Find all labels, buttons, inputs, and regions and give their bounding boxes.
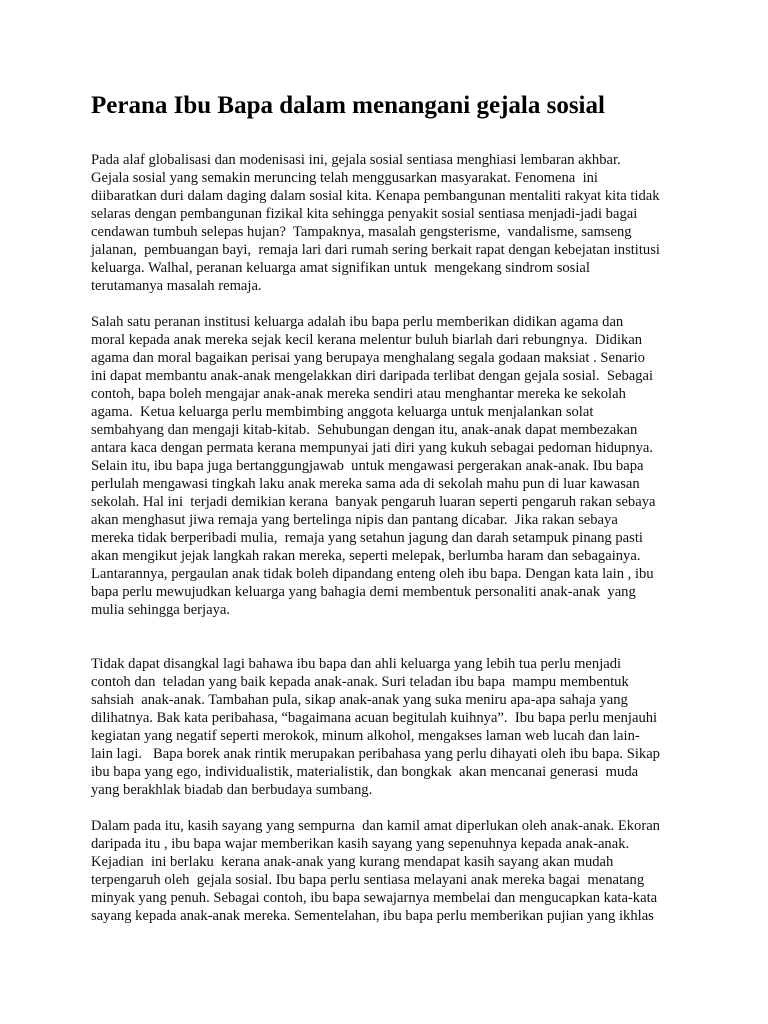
paragraph-line: diibaratkan duri dalam daging dalam sosial kita. Kenapa pembangunan mentaliti rakyat kita tidak (91, 188, 660, 204)
paragraph-line: akan mengikut jejak langkah rakan mereka, seperti melepak, berlumba haram dan sebagainya. (91, 548, 641, 564)
paragraph-line: antara kaca dengan permata kerana mempunyai jati diri yang kukuh sebagai pedoman hidupnya. (91, 440, 654, 456)
paragraph-line: dilihatnya. Bak kata peribahasa, “bagaimana acuan begitulah kuihnya”. Ibu bapa perlu menjauhi (91, 710, 658, 726)
paragraph-line: Pada alaf globalisasi dan modenisasi ini, gejala sosial sentiasa menghiasi lembaran akhbar. (91, 152, 621, 168)
document-title: Perana Ibu Bapa dalam menangani gejala sosial (91, 92, 605, 119)
paragraph-line: keluarga. Walhal, peranan keluarga amat signifikan untuk mengekang sindrom sosial (91, 260, 590, 276)
paragraph-line: sahsiah anak-anak. Tambahan pula, sikap anak-anak yang suka meniru apa-apa sahaja yang (91, 692, 628, 708)
paragraph-line: terpengaruh oleh gejala sosial. Ibu bapa perlu sentiasa melayani anak mereka bagai menatang (91, 872, 645, 888)
paragraph-line: terutamanya masalah remaja. (91, 278, 262, 294)
paragraph-line: contoh dan teladan yang baik kepada anak-anak. Suri teladan ibu bapa mampu membentuk (91, 674, 629, 690)
paragraph-line: Kejadian ini berlaku kerana anak-anak yang kurang mendapat kasih sayang akan mudah (91, 854, 614, 870)
paragraph-line: Selain itu, ibu bapa juga bertanggungjawab untuk mengawasi pergerakan anak-anak. Ibu bapa (91, 458, 644, 474)
paragraph-line: ini dapat membantu anak-anak mengelakkan diri daripada terlibat dengan gejala sosial. Sebagai (91, 368, 654, 384)
paragraph-line: Gejala sosial yang semakin meruncing telah menggusarkan masyarakat. Fenomena ini (91, 170, 598, 186)
paragraph-line: selaras dengan pembangunan fizikal kita sehingga penyakit sosial sentiasa menjadi-jadi bagai (91, 206, 638, 222)
paragraph-line: Lantarannya, pergaulan anak tidak boleh dipandang enteng oleh ibu bapa. Dengan kata lain , ibu (91, 566, 654, 582)
paragraph-line: contoh, bapa boleh mengajar anak-anak mereka sendiri atau menghantar mereka ke sekolah (91, 386, 626, 402)
paragraph-line: agama. Ketua keluarga perlu membimbing anggota keluarga untuk menjalankan solat (91, 404, 594, 420)
paragraph-globalisasi (91, 151, 691, 295)
paragraph-line: perlulah mengawasi tingkah laku anak mereka sama ada di sekolah mahu pun di luar kawasan (91, 476, 640, 492)
paragraph-teladan (91, 655, 691, 799)
paragraph-line: yang berakhlak biadab dan berbudaya sumbang. (91, 782, 373, 798)
paragraph-line: akan menghasut jiwa remaja yang bertelinga nipis dan pantang dicabar. Jika rakan sebaya (91, 512, 618, 528)
paragraph-line: jalanan, pembuangan bayi, remaja lari dari rumah sering berkait rapat dengan kebejatan institusi (91, 242, 660, 258)
paragraph-line: Tidak dapat disangkal lagi bahawa ibu bapa dan ahli keluarga yang lebih tua perlu menjadi (91, 656, 622, 672)
paragraph-line: lain lagi. Bapa borek anak rintik merupakan peribahasa yang perlu dihayati oleh ibu bapa. Sikap (91, 746, 660, 762)
paragraph-line: mulia sehingga berjaya. (91, 602, 230, 618)
paragraph-line: agama dan moral bagaikan perisai yang berupaya menghalang segala godaan maksiat . Senario (91, 350, 645, 366)
paragraph-kasih-sayang (91, 817, 691, 925)
paragraph-line: Salah satu peranan institusi keluarga adalah ibu bapa perlu memberikan didikan agama dan (91, 314, 624, 330)
paragraph-pengawasan (91, 457, 691, 619)
paragraph-line: bapa perlu mewujudkan keluarga yang bahagia demi membentuk personaliti anak-anak yang (91, 584, 636, 600)
paragraph-line: sekolah. Hal ini terjadi demikian kerana banyak pengaruh luaran seperti pengaruh rakan sebaya (91, 494, 656, 510)
paragraph-line: Dalam pada itu, kasih sayang yang sempurna dan kamil amat diperlukan oleh anak-anak. Ekoran (91, 818, 660, 834)
paragraph-line: sembahyang dan mengaji kitab-kitab. Sehubungan dengan itu, anak-anak dapat membezakan (91, 422, 638, 438)
paragraph-line: cendawan tumbuh selepas hujan? Tampaknya, masalah gengsterisme, vandalisme, samseng (91, 224, 632, 240)
paragraph-line: mereka tidak berperibadi mulia, remaja yang setahun jagung dan darah setampuk pinang pasti (91, 530, 643, 546)
paragraph-line: minyak yang penuh. Sebagai contoh, ibu bapa sewajarnya membelai dan mengucapkan kata-kata (91, 890, 658, 906)
paragraph-line: moral kepada anak mereka sejak kecil kerana melentur buluh biarlah dari rebungnya. Didikan (91, 332, 643, 348)
paragraph-didikan-agama (91, 313, 691, 457)
paragraph-line: ibu bapa yang ego, individualistik, materialistik, dan bongkak akan mencanai generasi muda (91, 764, 639, 780)
paragraph-line: daripada itu , ibu bapa wajar memberikan kasih sayang yang sepenuhnya kepada anak-anak. (91, 836, 630, 852)
paragraph-line: kegiatan yang negatif seperti merokok, minum alkohol, mengakses laman web lucah dan lain- (91, 728, 640, 744)
paragraph-line: sayang kepada anak-anak mereka. Sementelahan, ibu bapa perlu memberikan pujian yang ikhlas (91, 908, 654, 924)
